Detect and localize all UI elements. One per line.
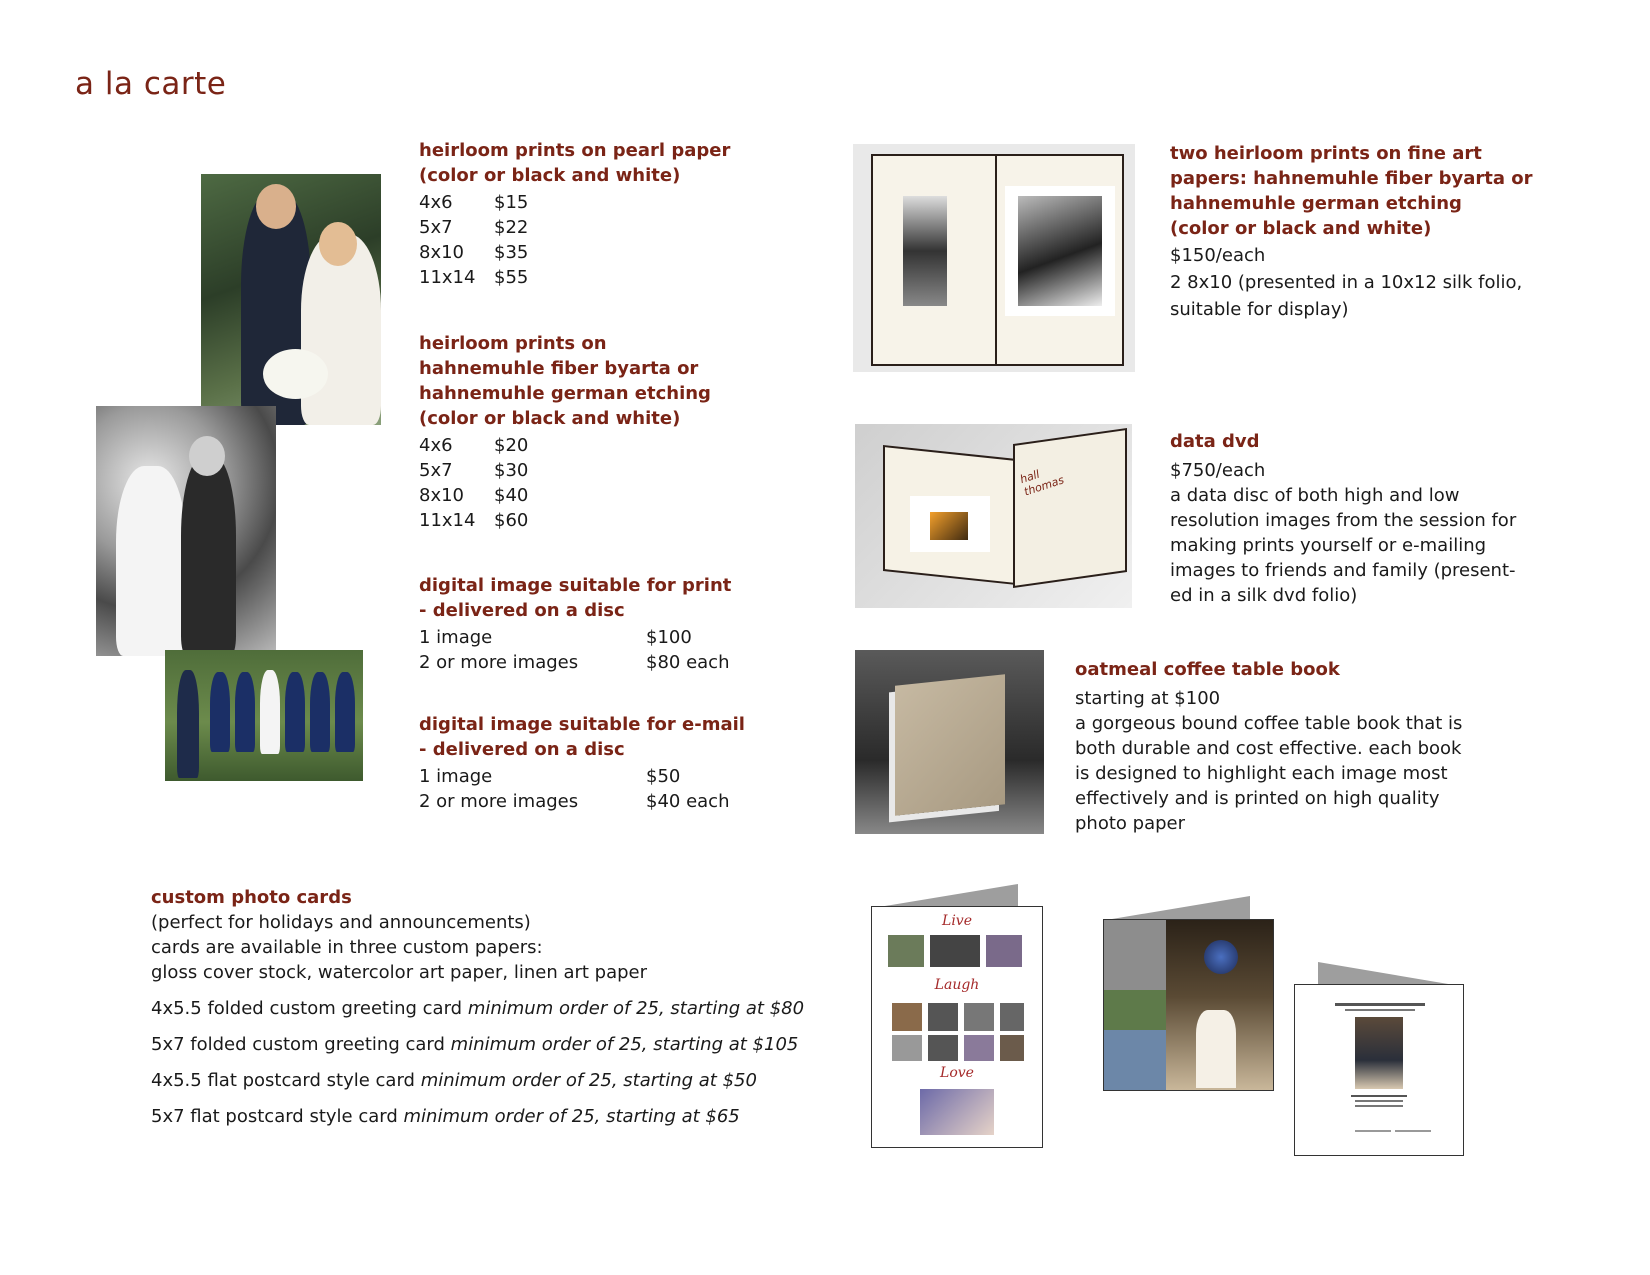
book-price: starting at $100 xyxy=(1075,688,1221,709)
data-dvd-section xyxy=(1170,429,1516,608)
card-option xyxy=(151,991,804,1027)
price-row xyxy=(419,789,745,814)
bridal-party-photo xyxy=(165,650,363,781)
price-value: $55 xyxy=(494,267,529,288)
folio-label: hall thomas xyxy=(1018,467,1066,499)
wedding-collage-card xyxy=(1103,919,1274,1091)
cards-intro-line: gloss cover stock, watercolor art paper, linen art paper xyxy=(151,962,648,983)
price-row xyxy=(419,508,711,533)
hahnemuhle-heading-line3: hahnemuhle german etching xyxy=(419,383,711,404)
qty-label: 1 image xyxy=(419,766,493,787)
book-heading: oatmeal coffee table book xyxy=(1075,659,1340,680)
price-row xyxy=(419,433,711,458)
card-option-name: 5x7 folded custom greeting card xyxy=(151,1034,445,1055)
card-fold-tab xyxy=(1318,962,1460,986)
card-option-name: 5x7 flat postcard style card xyxy=(151,1106,398,1127)
book-desc-line: photo paper xyxy=(1075,813,1185,834)
pearl-heading-sub: (color or black and white) xyxy=(419,165,681,186)
page-title: a la carte xyxy=(75,66,227,102)
fine-art-price: $150/each xyxy=(1170,245,1266,266)
fine-art-section xyxy=(1170,141,1533,322)
price-value: $22 xyxy=(494,217,529,238)
size-label: 11x14 xyxy=(419,510,476,531)
dvd-desc-line: resolution images from the session for xyxy=(1170,510,1517,531)
dvd-desc-line: a data disc of both high and low xyxy=(1170,485,1460,506)
fine-art-heading-line3: hahnemuhle german etching xyxy=(1170,193,1462,214)
size-label: 5x7 xyxy=(419,460,453,481)
hahnemuhle-heading: heirloom prints on xyxy=(419,333,607,354)
price-row xyxy=(419,215,730,240)
price-row xyxy=(419,483,711,508)
fine-art-heading: two heirloom prints on fine art xyxy=(1170,143,1482,164)
hahnemuhle-heading-line2: hahnemuhle fiber byarta or xyxy=(419,358,699,379)
price-value: $30 xyxy=(494,460,529,481)
cards-intro-line: cards are available in three custom papers: xyxy=(151,937,543,958)
card-option xyxy=(151,1063,804,1099)
size-label: 8x10 xyxy=(419,242,465,263)
dvd-desc-line: images to friends and family (present- xyxy=(1170,560,1516,581)
dvd-desc-line: ed in a silk dvd folio) xyxy=(1170,585,1358,606)
fine-art-heading-line2: papers: hahnemuhle fiber byarta or xyxy=(1170,168,1533,189)
card-option-name: 4x5.5 folded custom greeting card xyxy=(151,998,463,1019)
book-desc-line: both durable and cost effective. each book xyxy=(1075,738,1462,759)
cards-heading: custom photo cards xyxy=(151,887,352,908)
book-desc-line: effectively and is printed on high quality xyxy=(1075,788,1440,809)
price-value: $15 xyxy=(494,192,529,213)
price-row xyxy=(419,265,730,290)
silk-folio-photo xyxy=(853,144,1135,372)
qty-label: 2 or more images xyxy=(419,791,579,812)
card-fold-tab xyxy=(1106,896,1250,920)
digital-print-heading: digital image suitable for print xyxy=(419,575,732,596)
book-desc-line: a gorgeous bound coffee table book that is xyxy=(1075,713,1463,734)
qty-label: 2 or more images xyxy=(419,652,579,673)
card-option-terms: minimum order of 25, starting at $105 xyxy=(450,1034,799,1055)
photo-cards-section xyxy=(151,885,804,1135)
cards-intro-line: (perfect for holidays and announcements) xyxy=(151,912,531,933)
card-option-terms: minimum order of 25, starting at $50 xyxy=(420,1070,757,1091)
coffee-table-book-photo xyxy=(855,650,1044,834)
size-label: 5x7 xyxy=(419,217,453,238)
price-row xyxy=(419,190,730,215)
card-option-terms: minimum order of 25, starting at $80 xyxy=(467,998,805,1019)
card-word-live: Live xyxy=(942,913,972,929)
couple-portrait-photo xyxy=(201,174,381,425)
hahnemuhle-heading-line4: (color or black and white) xyxy=(419,408,681,429)
pearl-prints-section xyxy=(419,138,730,290)
card-option-name: 4x5.5 flat postcard style card xyxy=(151,1070,415,1091)
price-value: $60 xyxy=(494,510,529,531)
dvd-folio-photo xyxy=(855,424,1132,608)
digital-email-section xyxy=(419,712,745,814)
digital-email-heading-sub: - delivered on a disc xyxy=(419,739,625,760)
qty-label: 1 image xyxy=(419,627,493,648)
price-value: $40 xyxy=(494,485,529,506)
card-word-laugh: Laugh xyxy=(934,977,980,993)
card-option xyxy=(151,1099,804,1135)
price-value: $40 each xyxy=(646,791,730,812)
price-row xyxy=(419,240,730,265)
price-row xyxy=(419,458,711,483)
hahnemuhle-prints-section xyxy=(419,331,711,533)
size-label: 4x6 xyxy=(419,435,453,456)
price-value: $100 xyxy=(646,627,692,648)
fine-art-heading-line4: (color or black and white) xyxy=(1170,218,1432,239)
digital-print-heading-sub: - delivered on a disc xyxy=(419,600,625,621)
coffee-table-book-section xyxy=(1075,657,1462,836)
card-fold-tab xyxy=(873,884,1018,908)
size-label: 11x14 xyxy=(419,267,476,288)
card-word-love: Love xyxy=(940,1065,974,1081)
size-label: 8x10 xyxy=(419,485,465,506)
dvd-desc-line: making prints yourself or e-mailing xyxy=(1170,535,1487,556)
bw-wedding-photo xyxy=(96,406,276,656)
book-desc-line: is designed to highlight each image most xyxy=(1075,763,1448,784)
price-value: $50 xyxy=(646,766,681,787)
price-row xyxy=(419,650,731,675)
digital-print-section xyxy=(419,573,731,675)
fine-art-desc: 2 8x10 (presented in a 10x12 silk folio, xyxy=(1170,272,1523,293)
price-value: $20 xyxy=(494,435,529,456)
dvd-price: $750/each xyxy=(1170,460,1266,481)
postcard-style-card xyxy=(1294,984,1464,1156)
fine-art-desc-line2: suitable for display) xyxy=(1170,299,1349,320)
dvd-heading: data dvd xyxy=(1170,431,1260,452)
digital-email-heading: digital image suitable for e-mail xyxy=(419,714,745,735)
price-value: $35 xyxy=(494,242,529,263)
size-label: 4x6 xyxy=(419,192,453,213)
pearl-heading: heirloom prints on pearl paper xyxy=(419,140,731,161)
price-row xyxy=(419,625,731,650)
live-laugh-love-card xyxy=(871,906,1043,1148)
price-value: $80 each xyxy=(646,652,730,673)
card-option xyxy=(151,1027,804,1063)
price-row xyxy=(419,764,745,789)
card-option-terms: minimum order of 25, starting at $65 xyxy=(403,1106,740,1127)
